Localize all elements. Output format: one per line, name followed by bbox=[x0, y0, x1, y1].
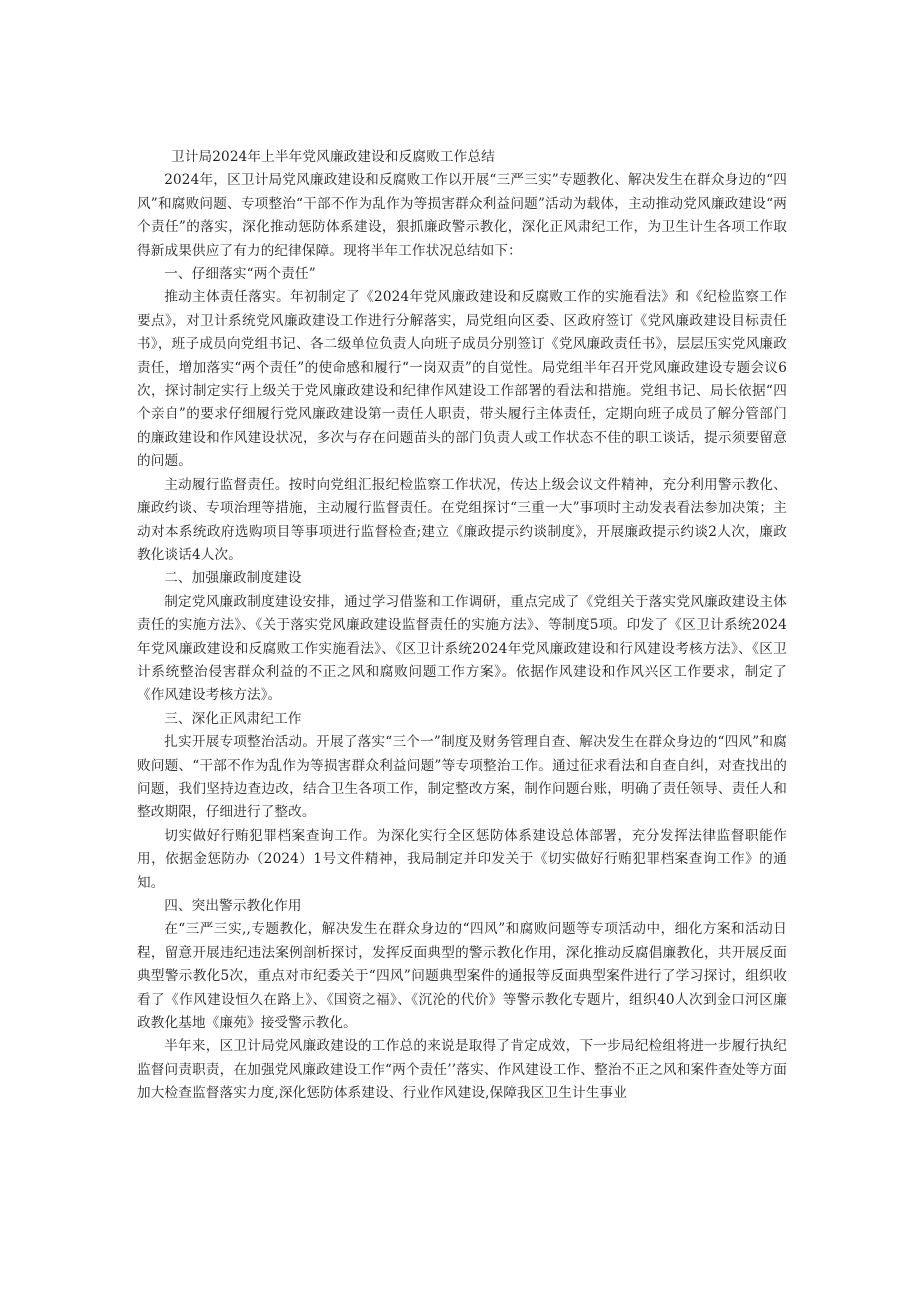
body-paragraph: 切实做好行贿犯罪档案查询工作。为深化实行全区惩防体系建设总体部署，充分发挥法律监督职能作用，依据金惩防办（2024）1号文件精神，我局制定并印发关于《切实做好行贿犯罪档案查询工作》的通知。 bbox=[137, 827, 787, 891]
document-title: 卫计局2024年上半年党风廉政建设和反腐败工作总结 bbox=[171, 149, 495, 165]
section-heading-1: 一、仔细落实“两个责任” bbox=[164, 266, 316, 283]
section-heading-3: 三、深化正风肃纪工作 bbox=[164, 710, 302, 727]
closing-paragraph: 半年来，区卫计局党风廉政建设的工作总的来说是取得了肯定成效，下一步局纪检组将进一步履行执纪监督问责职责，在加强党风廉政建设工作“两个责任’’落实、作风建设工作、整治不正之风和案件查处等方面加大检查监督落实力度,深化惩防体系建设、行业作风建设,保障我区卫生计生事业 bbox=[137, 1038, 787, 1102]
body-paragraph: 主动履行监督责任。按时向党组汇报纪检监察工作状况，传达上级会议文件精神，充分利用警示教化、廉政约谈、专项治理等措施，主动履行监督责任。在党组探讨“三重一大”事项时主动发表看法参加决策；主动对本系统政府选购项目等事项进行监督检查;建立《廉政提示约谈制度》，开展廉政提示约谈2人次，廉政教化谈话4人次。 bbox=[137, 476, 787, 563]
body-paragraph: 制定党风廉政制度建设安排，通过学习借鉴和工作调研，重点完成了《党组关于落实党风廉政建设主体责任的实施方法》、《关于落实党风廉政建设监督责任的实施方法》、等制度5项。印发了《区卫计系统2024年党风廉政建设和反腐败工作实施看法》、《区卫计系统2024年党风廉政建设和行风建设考核方法》、《区卫计系统整治侵害群众利益的不正之风和腐败问题工作方案》。依据作风建设和作风兴区工作要求，制定了《作风建设考核方法》。 bbox=[137, 593, 787, 704]
body-paragraph: 在“三严三实,,专题教化，解决发生在群众身边的“四风”和腐败问题等专项活动中，细化方案和活动日程，留意开展违纪违法案例剖析探讨，发挥反面典型的警示教化作用，深化推动反腐倡廉教化，共开展反面典型警示教化5次，重点对市纪委关于“四风”问题典型案件的通报等反面典型案件进行了学习探讨，组织收看了《作风建设恒久在路上》、《国资之福》、《沉沦的代价》等警示教化专题片，组织40人次到金口河区廉政教化基地《廉苑》接受警示教化。 bbox=[137, 921, 787, 1032]
document-body bbox=[137, 146, 787, 1106]
body-paragraph: 扎实开展专项整治活动。开展了落实“三个一”制度及财务管理自查、解决发生在群众身边的“四风”和腐败问题、“干部不作为乱作为等损害群众利益问题”等专项整治工作。通过征求看法和自查自纠，对查找出的问题，我们坚持边查边改，结合卫生各项工作，制定整改方案，制作问题台账，明确了责任领导、责任人和整改期限，仔细进行了整改。 bbox=[137, 734, 787, 821]
body-paragraph: 推动主体责任落实。年初制定了《2024年党风廉政建设和反腐败工作的实施看法》和《纪检监察工作要点》，对卫计系统党风廉政建设工作进行分解落实，局党组向区委、区政府签订《党风廉政建设目标责任书》，班子成员向党组书记、各二级单位负责人向班子成员分别签订《党风廉政责任书》，层层压实党风廉政责任，增加落实“两个责任”的使命感和履行“一岗双责”的自觉性。局党组半年召开党风廉政建设专题会议6次，探讨制定实行上级关于党风廉政建设和纪律作风建设工作部署的看法和措施。党组书记、局长依据“四个亲自”的要求仔细履行党风廉政建设第一责任人职责，带头履行主体责任，定期向班子成员了解分管部门的廉政建设和作风建设状况，多次与存在问题苗头的部门负责人或工作状态不佳的职工谈话，提示须要留意的问题。 bbox=[137, 289, 787, 470]
intro-paragraph: 2024年，区卫计局党风廉政建设和反腐败工作以开展“三严三实”专题教化、解决发生在群众身边的“四风”和腐败问题、专项整治“干部不作为乱作为等损害群众利益问题”活动为载体，主动推动党风廉政建设“两个责任”的落实，深化推动惩防体系建设，狠抓廉政警示教化，深化正风肃纪工作，为卫生计生各项工作取得新成果供应了有力的纪律保障。现将半年工作状况总结如下： bbox=[137, 172, 787, 259]
section-heading-4: 四、突出警示教化作用 bbox=[164, 898, 302, 914]
section-heading-2: 二、加强廉政制度建设 bbox=[164, 570, 302, 587]
